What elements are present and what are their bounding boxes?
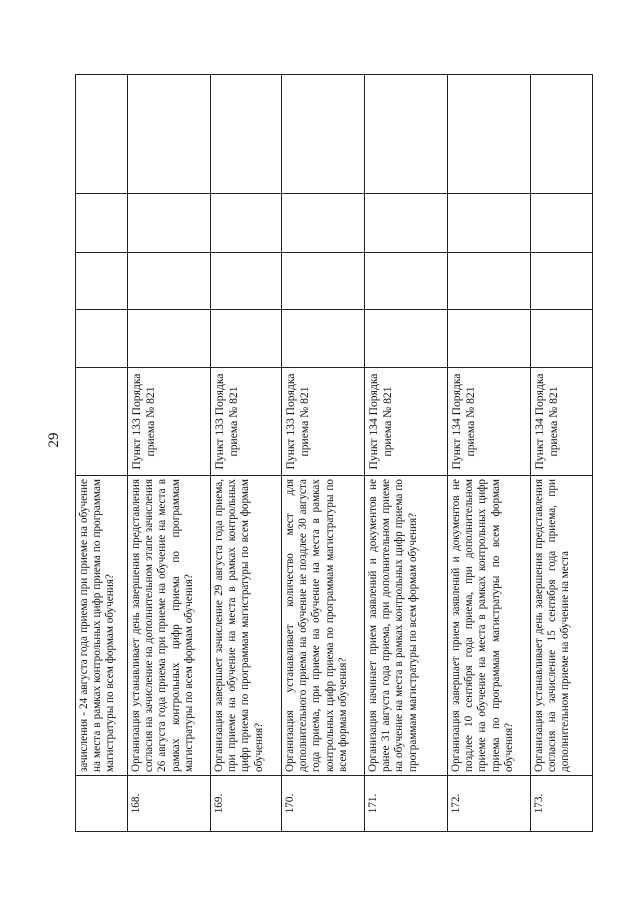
document-table-rotated (75, 75, 592, 832)
answer-cell (448, 310, 531, 368)
answer-cell (211, 253, 282, 310)
table-row (448, 75, 531, 832)
answer-cell (531, 194, 593, 253)
row-description: Организация устанавливает день завершения представления согласия на зачисление 15 сентября года приема, при дополнительном приеме на обучение на места (531, 476, 593, 776)
row-number (76, 776, 128, 832)
row-reference: Пункт 133 Порядка приема № 821 (282, 368, 365, 476)
answer-cell (531, 253, 593, 310)
answer-cell (448, 194, 531, 253)
row-description: зачисления - 24 августа года приема при приеме на обучение на места в рамках контрольных цифр приема по программам магистратуры по всем формам обучения? (76, 476, 128, 776)
comment-cell (76, 75, 128, 194)
answer-cell (282, 253, 365, 310)
row-description: Организация устанавливает день завершения представления согласия на зачисление на дополнительном этапе зачисления 26 августа года приема при приеме на обучение на места в рамках контрольных цифр приема по программам магистратуры по всем формам обучения? (128, 476, 211, 776)
answer-cell (282, 194, 365, 253)
row-reference: Пункт 134 Порядка приема № 821 (448, 368, 531, 476)
answer-cell (531, 310, 593, 368)
answer-cell (128, 310, 211, 368)
row-number: 170. (282, 776, 365, 832)
row-reference: Пункт 134 Порядка приема № 821 (365, 368, 448, 476)
answer-cell (365, 194, 448, 253)
table-row (282, 75, 365, 832)
answer-cell (128, 194, 211, 253)
row-number: 168. (128, 776, 211, 832)
row-reference (76, 368, 128, 476)
row-reference: Пункт 133 Порядка приема № 821 (128, 368, 211, 476)
answer-cell (76, 194, 128, 253)
answer-cell (76, 310, 128, 368)
comment-cell (282, 75, 365, 194)
comment-cell (128, 75, 211, 194)
answer-cell (211, 310, 282, 368)
row-number: 172. (448, 776, 531, 832)
answer-cell (365, 253, 448, 310)
comment-cell (531, 75, 593, 194)
row-number: 169. (211, 776, 282, 832)
comment-cell (448, 75, 531, 194)
answer-cell (76, 253, 128, 310)
answer-cell (365, 310, 448, 368)
page-number: 29 (45, 432, 62, 448)
comment-cell (211, 75, 282, 194)
answer-cell (211, 194, 282, 253)
row-number: 171. (365, 776, 448, 832)
comment-cell (365, 75, 448, 194)
answer-cell (282, 310, 365, 368)
table-row (211, 75, 282, 832)
row-number: 173. (531, 776, 593, 832)
table-row (365, 75, 448, 832)
row-description: Организация начинает прием заявлений и документов не ранее 31 августа года приема, при дополнительном приеме на обучение на места в рамках контрольных цифр приема по программам магистратуры по всем формам обучения? (365, 476, 448, 776)
requirements-table (75, 74, 593, 832)
table-row (128, 75, 211, 832)
table-row (531, 75, 593, 832)
row-reference: Пункт 133 Порядка приема № 821 (211, 368, 282, 476)
row-description: Организация завершает прием заявлений и документов не поздлее 10 сентября года приема, при дополнительном приеме на обучение на места в рамках контрольных цифр приема по программам магистратуры по всем формам обучения? (448, 476, 531, 776)
row-reference: Пункт 134 Порядка приема № 821 (531, 368, 593, 476)
table-row (76, 75, 128, 832)
row-description: Организация завершает зачисление 29 августа года приема, при приеме на обучение на места в рамках контрольных цифр приема по программам магистратуры по всем формам обучения? (211, 476, 282, 776)
answer-cell (448, 253, 531, 310)
answer-cell (128, 253, 211, 310)
row-description: Организация устанавливает количество мест для дополнительного приема на обучение не поздлее 30 августа года приема, при приеме на обучение на места в рамках контрольных цифр приема по программам магистратуры по всем формам обучения? (282, 476, 365, 776)
